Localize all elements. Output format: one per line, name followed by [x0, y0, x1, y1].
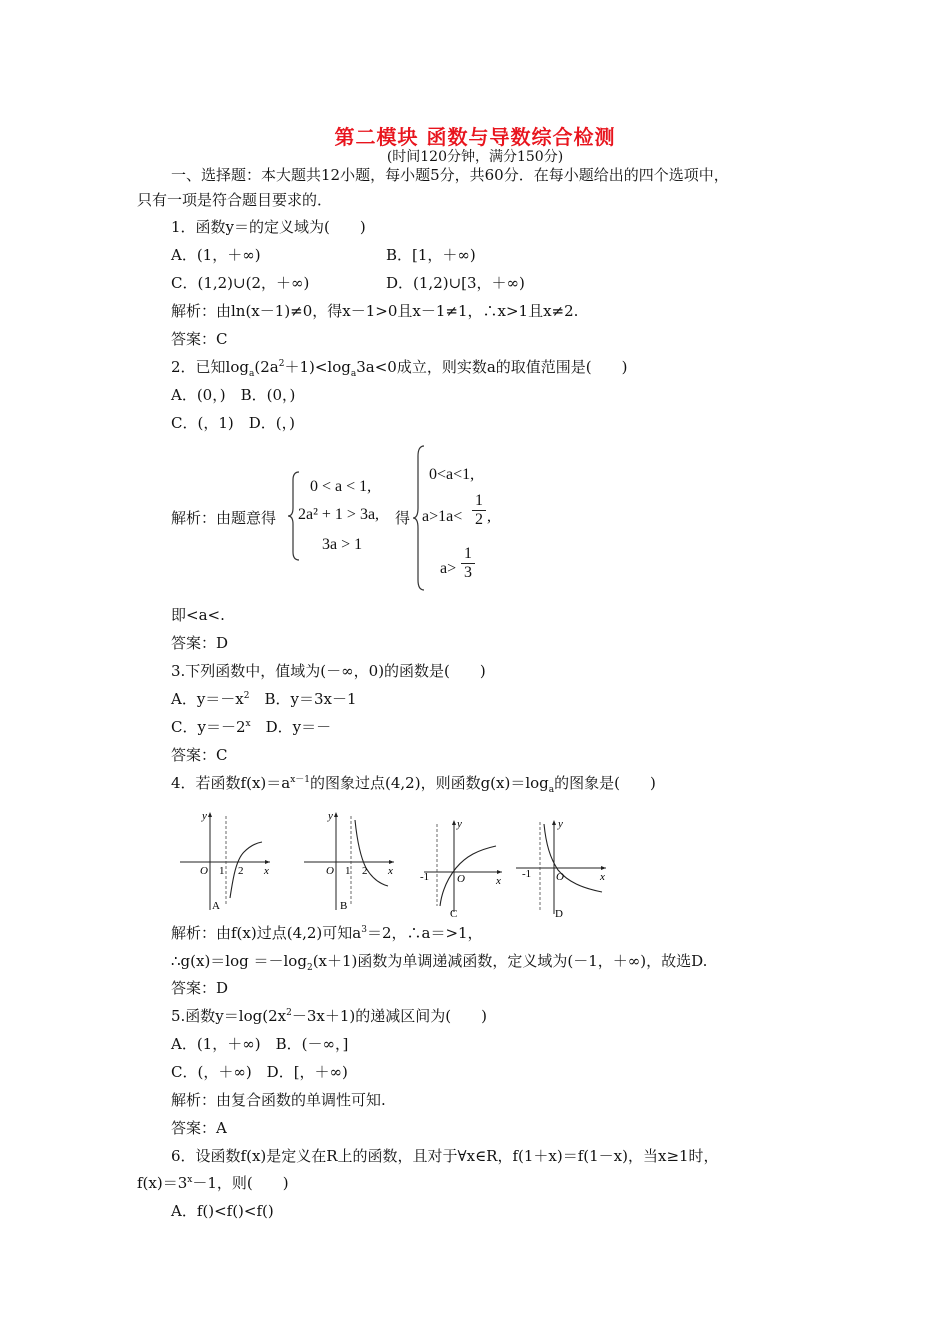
graph-b-caption: B [340, 900, 348, 912]
graph-c-x-label: x [496, 875, 501, 887]
fraction-one-half [472, 492, 486, 529]
graph-c-y-label: y [457, 818, 462, 830]
graph-c-tick-neg1: -1 [420, 871, 430, 883]
q3-option-a: A．y＝－x [171, 690, 244, 708]
page-title: 第二模块 函数与导数综合检测 [334, 125, 616, 149]
q3-sup: 2 [243, 691, 250, 701]
q1-option-b: B．[1，＋∞) [386, 246, 476, 264]
q4-analysis-sup: 3 [361, 925, 367, 935]
q6-option-a: A．f()<f()<f() [171, 1202, 274, 1220]
intro-line-1: 一、选择题：本大题共12小题，每小题5分，共60分．在每小题给出的四个选项中， [171, 166, 729, 184]
graph-a-y-label: y [202, 810, 207, 822]
q2-stem-sup: 2 [278, 359, 285, 369]
graph-a-origin: O [200, 865, 208, 877]
graph-c-caption: C [450, 908, 458, 920]
q5-answer: 答案：A [171, 1119, 227, 1137]
q1-stem: 1．函数y＝的定义域为( ) [171, 218, 366, 236]
fraction-denominator: 2 [472, 510, 486, 529]
graph-d-origin: O [556, 871, 564, 883]
q6-stem-sup: x [187, 1175, 193, 1185]
q5-stem-part: 5.函数y＝log(2x [171, 1007, 287, 1025]
q6-stem-line-2 [137, 1173, 289, 1193]
q3-answer: 答案：C [171, 746, 228, 764]
q5-analysis: 解析：由复合函数的单调性可知. [171, 1091, 386, 1109]
graph-a [178, 806, 278, 914]
system-1-row-2: 2a² + 1 > 3a, [298, 506, 380, 523]
q2-stem-sub: a [350, 369, 357, 379]
q2-stem-part: ＋1)<log [284, 358, 351, 376]
q6-stem-part: －1，则( ) [192, 1174, 289, 1192]
q1-analysis: 解析：由ln(x－1)≠0，得x－1>0且x－1≠1，∴x>1且x≠2. [171, 302, 579, 320]
q2-stem-part: (2a [254, 358, 279, 376]
graph-b-x-label: x [388, 865, 393, 877]
graph-d-caption: D [555, 908, 563, 920]
q3-stem: 3.下列函数中，值域为(－∞，0)的函数是( ) [171, 662, 486, 680]
fraction-one-third [461, 545, 475, 582]
q1-option-d: D．(1,2)∪[3，＋∞) [386, 274, 525, 292]
q4-stem-sup: x－1 [290, 775, 311, 785]
q5-stem-sup: 2 [286, 1008, 292, 1018]
q5-options-ab: A．(1，＋∞) B．(－∞，] [171, 1035, 349, 1053]
fraction-numerator: 1 [475, 492, 483, 509]
q3-option-b: B．y＝3x－1 [249, 690, 357, 708]
graph-b-tick-1: 1 [345, 865, 351, 877]
system-2-row-3: a> [440, 560, 457, 577]
graph-b-y-label: y [328, 810, 333, 822]
q1-option-a: A．(1，＋∞) [171, 246, 261, 264]
q4-analysis-part: ∴g(x)＝log ＝－log [171, 952, 307, 970]
q4-stem-part: 的图象是( ) [554, 774, 656, 792]
q4-stem-part: 的图象过点(4,2)，则函数g(x)＝log [310, 774, 549, 792]
q1-answer: 答案：C [171, 330, 228, 348]
system-2-row-1: 0<a<1, [429, 466, 475, 483]
fraction-numerator: 1 [464, 545, 472, 562]
system-2-row-2 [422, 508, 462, 526]
q3-option-d: D．y＝－ [250, 718, 332, 736]
system-2-row-2-text: a>1a< [422, 508, 463, 525]
graph-d-tick-neg1: -1 [522, 868, 532, 880]
system-2-row-2-tail: , [487, 508, 491, 525]
system-1-tail: 得 [395, 509, 411, 527]
q5-options-cd: C．(，＋∞) D．[，＋∞) [171, 1063, 348, 1081]
graph-d [514, 814, 614, 922]
q3-options-cd [171, 717, 331, 737]
intro-line-2: 只有一项是符合题目要求的． [137, 191, 333, 209]
q4-stem-sub: a [548, 785, 555, 795]
q5-stem-part: －3x＋1)的递减区间为( ) [291, 1007, 487, 1025]
graph-c [410, 814, 510, 922]
system-1-row-3: 3a > 1 [322, 536, 363, 553]
graph-a-tick-2: 2 [238, 865, 244, 877]
q4-analysis-sub: 2 [306, 963, 313, 973]
graph-a-x-label: x [264, 865, 269, 877]
q3-sup: x [245, 719, 251, 729]
graph-c-origin: O [457, 873, 465, 885]
q6-stem-part: f(x)＝3 [137, 1174, 188, 1192]
q5-stem [171, 1006, 487, 1026]
q4-analysis-part: (x＋1)函数为单调递减函数，定义域为(－1，＋∞)，故选D. [312, 952, 708, 970]
graph-b [302, 806, 402, 914]
q2-options-ab: A．(0，) B．(0，) [171, 386, 296, 404]
q4-answer: 答案：D [171, 979, 229, 997]
q3-option-c: C．y＝－2 [171, 718, 246, 736]
fraction-denominator: 3 [461, 563, 475, 582]
q4-analysis-1 [171, 923, 483, 943]
q2-stem-part: 3a<0成立，则实数a的取值范围是( ) [356, 358, 628, 376]
q2-stem [171, 357, 627, 377]
q4-analysis-2 [171, 951, 707, 971]
graph-b-origin: O [326, 865, 334, 877]
q4-analysis-part: 解析：由f(x)过点(4,2)可知a [171, 924, 362, 942]
graph-a-caption: A [212, 900, 220, 912]
graph-a-tick-1: 1 [219, 865, 225, 877]
q2-answer: 答案：D [171, 634, 229, 652]
q2-conclusion: 即<a<. [171, 606, 225, 624]
q3-options-ab [171, 689, 357, 709]
q4-stem-part: 4．若函数f(x)＝a [171, 774, 291, 792]
q1-option-c: C．(1,2)∪(2，＋∞) [171, 274, 310, 292]
q6-stem-line-1: 6．设函数f(x)是定义在R上的函数，且对于∀x∈R，f(1＋x)＝f(1－x)，当x≥1时， [171, 1147, 719, 1165]
system-1-row-1: 0 < a < 1, [310, 478, 372, 495]
q4-stem [171, 773, 656, 793]
page-subtitle: (时间120分钟，满分150分) [386, 149, 564, 165]
graph-b-tick-2: 2 [362, 865, 368, 877]
q2-options-cd: C．(，1) D．(，) [171, 414, 295, 432]
graph-d-y-label: y [558, 818, 563, 830]
q2-stem-part: 2．已知log [171, 358, 249, 376]
graph-d-x-label: x [600, 871, 605, 883]
q2-analysis-label: 解析：由题意得 [171, 509, 277, 527]
q2-stem-sub: a [248, 369, 255, 379]
q4-analysis-part: ＝2，∴a＝>1， [366, 924, 483, 942]
